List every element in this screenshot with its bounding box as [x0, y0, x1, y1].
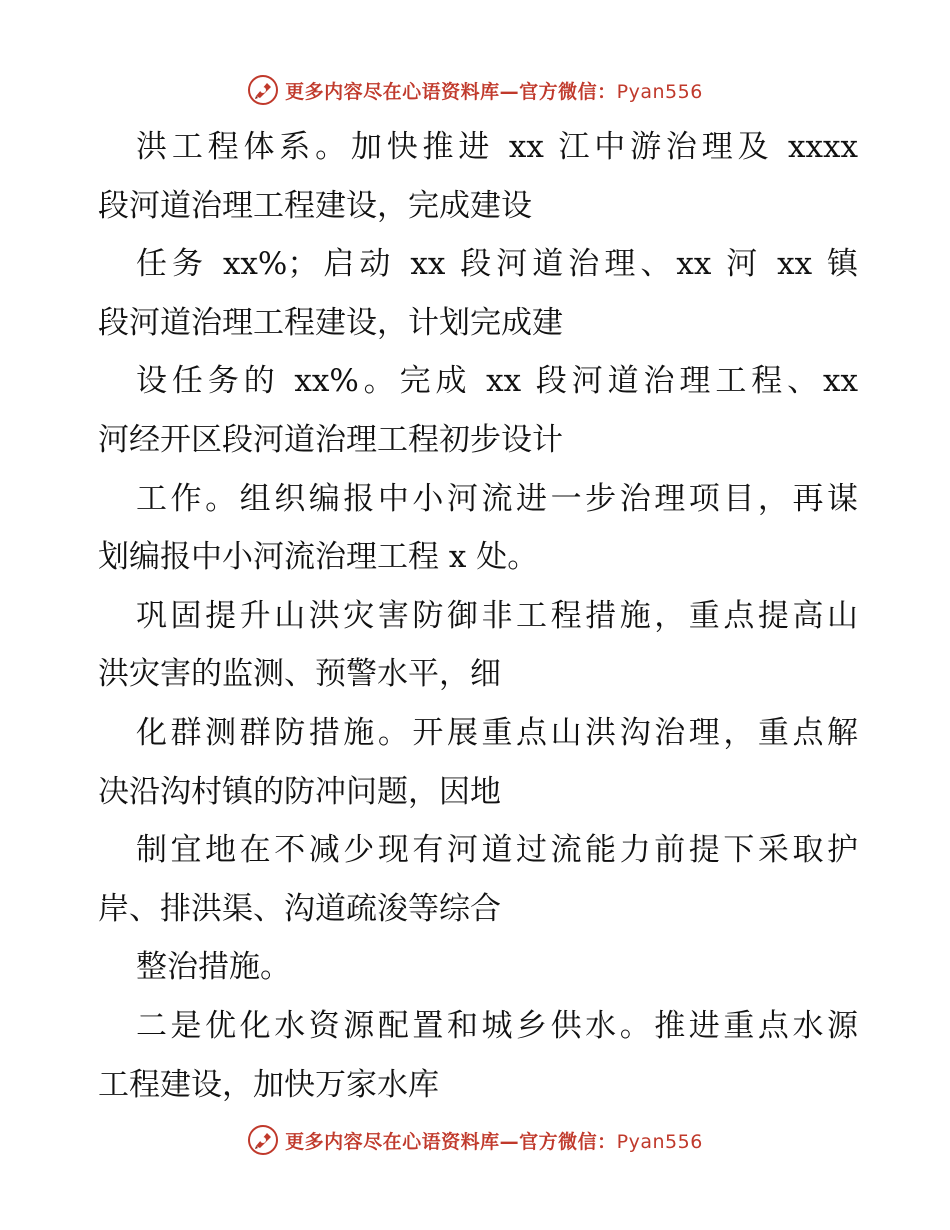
text-line: 制宜地在不减少现有河道过流能力前提下采取护 [136, 832, 858, 869]
text-line: 河经开区段河道治理工程初步设计 [98, 421, 563, 458]
text-line: 洪工程体系。加快推进 xx 江中游治理及 xxxx [136, 129, 858, 165]
text-line: 任务 xx%；启动 xx 段河道治理、xx 河 xx 镇 [136, 246, 858, 283]
text-line: 巩固提升山洪灾害防御非工程措施，重点提高山 [136, 597, 858, 634]
text-line: 化群测群防措施。开展重点山洪沟治理，重点解 [136, 714, 858, 751]
text-line: 设任务的 xx%。完成 xx 段河道治理工程、xx [136, 363, 858, 400]
document-body [98, 118, 858, 1114]
text-line: 洪灾害的监测、预警水平，细 [98, 656, 501, 693]
text-line: 工程建设，加快万家水库 [98, 1066, 439, 1103]
text-line: 岸、排洪渠、沟道疏浚等综合 [98, 890, 501, 927]
watermark-text: 更多内容尽在心语资料库—官方微信：Pyan556 [285, 1130, 703, 1153]
text-line: 二是优化水资源配置和城乡供水。推进重点水源 [136, 1007, 858, 1044]
text-line: 划编报中小河流治理工程 x 处。 [98, 539, 539, 576]
header-watermark [0, 70, 950, 110]
watermark-text: 更多内容尽在心语资料库—官方微信：Pyan556 [285, 80, 703, 103]
pen-logo-icon [247, 74, 279, 106]
text-line: 段河道治理工程建设，完成建设 [98, 187, 532, 224]
footer-watermark [0, 1120, 950, 1160]
text-line: 整治措施。 [136, 949, 291, 986]
text-line: 工作。组织编报中小河流进一步治理项目，再谋 [136, 480, 858, 517]
text-line: 段河道治理工程建设，计划完成建 [98, 304, 563, 341]
text-line: 决沿沟村镇的防冲问题，因地 [98, 773, 501, 810]
pen-logo-icon [247, 1124, 279, 1156]
